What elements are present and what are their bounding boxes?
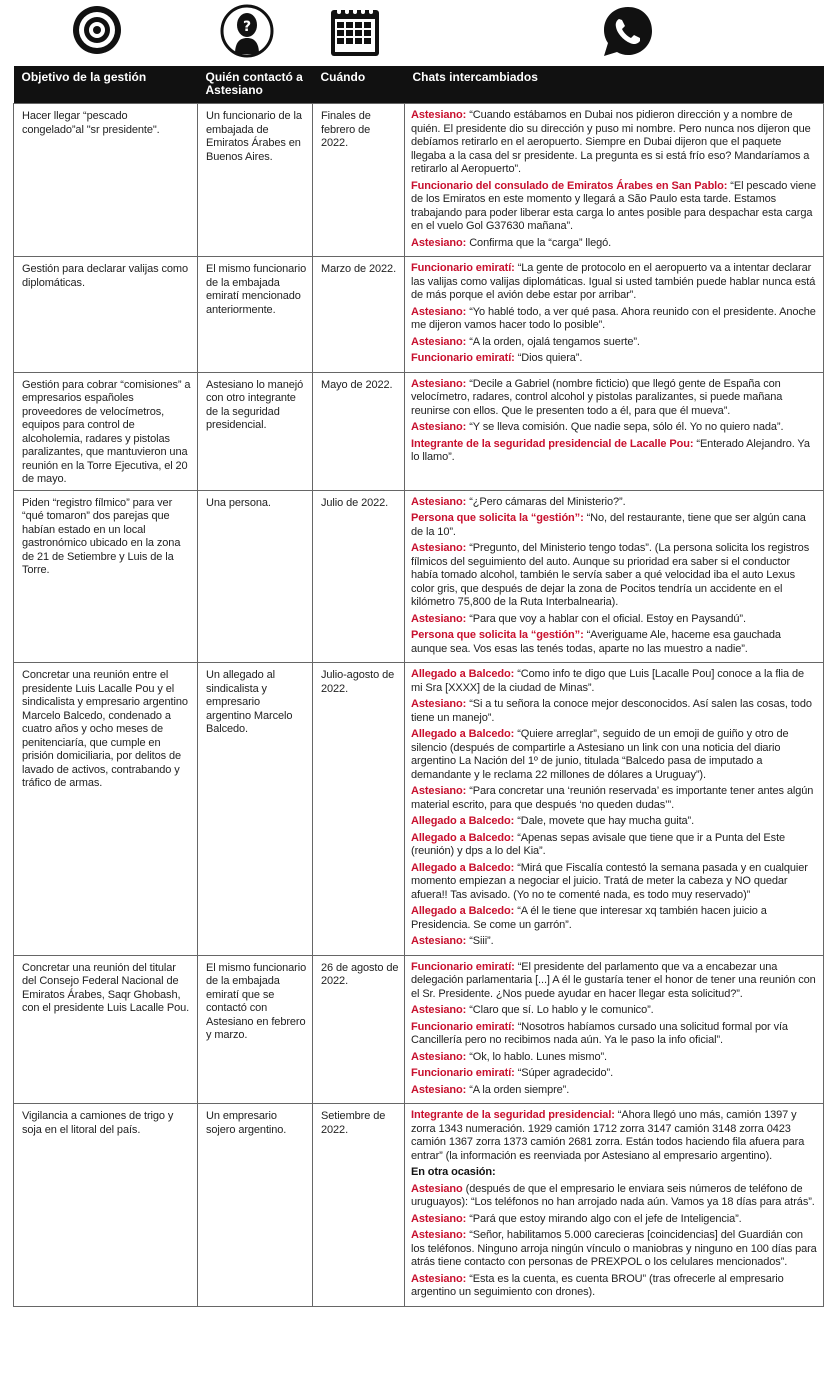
chat-speaker: Astesiano: xyxy=(411,305,467,318)
chat-text: “Pregunto, del Ministerio tengo todas”. (La persona solicita los registros fílmicos del seguimiento del auto. Aunque su prioridad era saber si el conductor había tomado alcohol, también le servía saber a qué velocidad iba el auto Lexus color gris, que después de dejar la zona de Pocitos tendría un accidente en el kilómetro 75,800 de la Ruta Interbalnearia). xyxy=(411,542,810,608)
chat-message xyxy=(411,785,818,812)
chat-text: “Ahora llegó uno más, camión 1397 y zorra 1343 numeración. 1929 camión 1712 zorra 3147 camión 3148 zorra 0423 camión 1367 zorra 1373 camión 2681 zorra. Están todos haciendo fila afuera para entrar” (la información es reenviada por Astesiano al empresario argentino). xyxy=(411,1109,805,1162)
cell-objetivo: Vigilancia a camiones de trigo y soja en el litoral del país. xyxy=(14,1104,198,1307)
chat-speaker: Funcionario emiratí: xyxy=(411,262,515,274)
chat-text: Confirma que la “carga” llegó. xyxy=(466,236,612,249)
chat-speaker: Integrante de la seguridad presidencial de Lacalle Pou: xyxy=(411,437,694,450)
chat-speaker: Astesiano: xyxy=(411,1272,467,1285)
table-row xyxy=(14,372,824,490)
chat-speaker: Astesiano: xyxy=(411,109,467,121)
chat-message xyxy=(411,542,818,610)
chat-text: “Quiere arreglar”, seguido de un emoji de guiño y otro de silencio (después de compartirle a Astesiano un link con una noticia del diario argentino La Nación del 1º de junio, titulada “Balcedo pasa de imputado a demandante y le reclama 22 millones de dólares a Uruguay”). xyxy=(411,728,789,781)
chat-text: “Siii”. xyxy=(466,935,494,947)
cell-objetivo: Gestión para declarar valijas como diplomáticas. xyxy=(14,257,198,373)
chat-text: “Cuando estábamos en Dubai nos pidieron dirección y a nombre de quién. El presidente dio su dirección y puso mi nombre. Pero nunca nos dijeron que debíamos retirarlo en el aeropuerto. Siempre en Dubai dijeron que el paquete llegaba a la casa del sr presidente. La pregunta es si está frío eso? Mandaríamos a retirarlo al Aeropuerto”. xyxy=(411,109,811,175)
header-quien: Quién contactó a Astesiano xyxy=(198,66,313,104)
chat-speaker: Funcionario del consulado de Emiratos Árabes en San Pablo: xyxy=(411,179,728,192)
cell-chats xyxy=(405,663,824,956)
chat-message xyxy=(411,1213,818,1227)
chat-speaker: Astesiano: xyxy=(411,1050,467,1063)
chat-text: “La gente de protocolo en el aeropuerto va a intentar declarar las valijas como valijas diplomáticas. Igual si usted también puede hablar nunca está de más porque el avión debe estar por arribar”. xyxy=(411,262,816,301)
chat-text: “Averiguame Ale, haceme esa gauchada aunque sea. Vos esas las tenés todas, aparte no las muestro a nadie”. xyxy=(411,629,781,655)
chat-message xyxy=(411,109,818,177)
gestiones-table xyxy=(13,66,824,1307)
chat-message xyxy=(411,496,818,510)
cell-quien: El mismo funcionario de la embajada emiratí que se contactó con Astesiano en febrero y marzo. xyxy=(198,955,313,1104)
chat-message xyxy=(411,1021,818,1048)
chat-message xyxy=(411,728,818,782)
chat-text: “A la orden, ojalá tengamos suerte”. xyxy=(466,335,640,348)
chat-speaker: Astesiano: xyxy=(411,612,467,625)
chat-message xyxy=(411,1183,818,1210)
chat-text: “El presidente del parlamento que va a encabezar una delegación parlamentaria [...] A él le gustaría tener el honor de tener una reunión con el Sr. Presidente. ¿Nos puede ayudar en hacer llegar esta solicitud?”. xyxy=(411,960,816,1000)
chat-message xyxy=(411,1109,818,1163)
chat-speaker: Funcionario emiratí: xyxy=(411,960,515,973)
chat-speaker: Astesiano: xyxy=(411,495,467,508)
chat-message xyxy=(411,180,818,234)
chat-message xyxy=(411,1084,818,1098)
chat-speaker: Allegado a Balcedo: xyxy=(411,668,515,680)
chat-text: “Apenas sepas avisale que tiene que ir a Punta del Este (reunión) y dps a lo del Kia”. xyxy=(411,831,786,857)
cell-cuando: 26 de agosto de 2022. xyxy=(313,955,405,1104)
cell-objetivo: Concretar una reunión entre el presidente Luis Lacalle Pou y el sindicalista y empresario argentino Marcelo Balcedo, condenado a cuatro años y ocho meses de penitenciaría, que cumple en prisión domiciliaria, por delitos de lavado de activos, contrabando y tráfico de armas. xyxy=(14,663,198,956)
target-icon xyxy=(71,4,123,56)
chat-message xyxy=(411,438,818,465)
chat-message xyxy=(411,237,818,251)
chat-text: “Señor, habilitamos 5.000 carecieras [coincidencias] del Guardián con los teléfonos. Ninguno arroja ningún vínculo o maniobras y ninguno en 100 días para atrás tiene contacto con personas de PREXPOL o los celulares mencionados”. xyxy=(411,1229,817,1268)
cell-chats xyxy=(405,372,824,490)
chat-text: “Y se lleva comisión. Que nadie sepa, sólo él. Yo no quiero nada”. xyxy=(466,421,784,433)
chat-text: “Como info te digo que Luis [Lacalle Pou] conoce a la flia de mi Sra [XXXX] de la ciudad de Minas”. xyxy=(411,668,804,694)
chat-text: “Mirá que Fiscalía contestó la semana pasada y en cualquier momento empiezan a negociar el juicio. Tratá de meter la cabeza y NO quedar afuera!! Tas avisado. (Yo no te comenté nada, es todo muy reservado)” xyxy=(411,861,808,901)
chat-message xyxy=(411,1273,818,1300)
chat-text: “Decile a Gabriel (nombre ficticio) que llegó gente de España con velocímetro, radares, control alcohol y pistolas paralizantes, si puede mañana reunirse con ellos. Que le presenten todo a él, para que él mueva”. xyxy=(411,377,783,417)
chat-message xyxy=(411,935,818,949)
chat-message xyxy=(411,421,818,435)
chat-message xyxy=(411,698,818,725)
chat-text: “Yo hablé todo, a ver qué pasa. Ahora reunido con el presidente. Anoche me dijeron vamos hacer todo lo posible”. xyxy=(411,305,816,331)
chat-text: “Dios quiera”. xyxy=(514,352,583,364)
chat-message xyxy=(411,1067,818,1081)
chat-speaker: Allegado a Balcedo: xyxy=(411,831,515,844)
chat-message xyxy=(411,306,818,333)
cell-quien: El mismo funcionario de la embajada emiratí mencionado anteriormente. xyxy=(198,257,313,373)
chat-text: “Ok, lo hablo. Lunes mismo”. xyxy=(466,1050,608,1063)
chat-speaker: Funcionario emiratí: xyxy=(411,1020,515,1033)
table-header-row xyxy=(14,66,824,104)
chat-text: “Pará que estoy mirando algo con el jefe de Inteligencia”. xyxy=(466,1212,742,1225)
chat-text: “Enterado Alejandro. Ya lo llamo”. xyxy=(411,437,810,463)
cell-chats xyxy=(405,490,824,663)
cell-quien: Una persona. xyxy=(198,490,313,663)
header-objetivo: Objetivo de la gestión xyxy=(14,66,198,104)
chat-text: “Súper agradecido”. xyxy=(514,1067,614,1079)
chat-text: “Si a tu señora la conoce mejor desconocidos. Así salen las cosas, todo tiene un manejo”. xyxy=(411,698,812,724)
header-cuando: Cuándo xyxy=(313,66,405,104)
table-row xyxy=(14,955,824,1104)
icon-header xyxy=(0,0,833,66)
cell-cuando: Marzo de 2022. xyxy=(313,257,405,373)
chat-speaker: Allegado a Balcedo: xyxy=(411,905,515,917)
chat-text: “Nosotros habíamos cursado una solicitud formal por vía Cancillería pero no recibimos nada aún. Ya le paso la info oficial”. xyxy=(411,1020,788,1046)
chat-speaker: Astesiano: xyxy=(411,935,467,947)
chat-speaker: Astesiano: xyxy=(411,698,467,710)
table-row xyxy=(14,1104,824,1307)
cell-chats xyxy=(405,104,824,257)
chat-message xyxy=(411,1051,818,1065)
chat-message xyxy=(411,512,818,539)
chat-text: “Claro que sí. Lo hablo y le comunico”. xyxy=(466,1004,654,1016)
table-row xyxy=(14,490,824,663)
chat-speaker: Allegado a Balcedo: xyxy=(411,815,515,827)
chat-message xyxy=(411,262,818,303)
chat-text: “El pescado viene de los Emiratos en este momento y llegará a São Paulo esta tarde. Estamos trabajando para poder liberar esta carga lo antes posible para despachar esta carga en el vuelo Gol G37630 mañana”. xyxy=(411,179,817,232)
chat-message xyxy=(411,832,818,859)
chat-text: (después de que el empresario le enviara seis números de teléfono de uruguayos): “Los teléfonos no han arrojado nada aún. Vamos ya 18 días para atrás”. xyxy=(411,1182,815,1208)
cell-objetivo: Piden “registro fílmico” para ver “qué tomaron” dos parejas que habían estado en un local gastronómico ubicado en la zona de 21 de Setiembre y Luis de la Torre. xyxy=(14,490,198,663)
chat-message xyxy=(411,352,818,366)
chat-speaker: Astesiano xyxy=(411,1182,463,1195)
chat-speaker: Astesiano: xyxy=(411,236,467,249)
svg-text:?: ? xyxy=(242,19,252,35)
cell-cuando: Julio de 2022. xyxy=(313,490,405,663)
chat-text: “A la orden siempre”. xyxy=(466,1083,570,1096)
chat-message xyxy=(411,668,818,695)
chat-text: “Esta es la cuenta, es cuenta BROU” (tras ofrecerle al empresario argentino un seguimiento con drones). xyxy=(411,1272,784,1298)
chat-speaker: Astesiano: xyxy=(411,1083,467,1096)
chat-text: “Dale, movete que hay mucha guita”. xyxy=(514,815,695,827)
cell-quien: Un empresario sojero argentino. xyxy=(198,1104,313,1307)
chat-text: “Para que voy a hablar con el oficial. Estoy en Paysandú”. xyxy=(466,612,746,625)
cell-objetivo: Gestión para cobrar “comisiones” a empresarios españoles proveedores de velocímetros, equipos para control de alcoholemia, radares y pistolas paralizantes, que mantuvieron una reunión en la Torre Ejecutiva, el 20 de mayo. xyxy=(14,372,198,490)
cell-cuando: Finales de febrero de 2022. xyxy=(313,104,405,257)
cell-quien: Astesiano lo manejó con otro integrante de la seguridad presidencial. xyxy=(198,372,313,490)
chat-speaker: Astesiano: xyxy=(411,785,467,797)
cell-cuando: Mayo de 2022. xyxy=(313,372,405,490)
table-row xyxy=(14,663,824,956)
chat-message xyxy=(411,629,818,656)
whatsapp-icon xyxy=(600,4,656,60)
chat-speaker: Astesiano: xyxy=(411,542,467,554)
cell-chats xyxy=(405,257,824,373)
chat-subheading: En otra ocasión: xyxy=(411,1166,496,1178)
cell-chats xyxy=(405,955,824,1104)
table-row xyxy=(14,257,824,373)
cell-cuando: Julio-agosto de 2022. xyxy=(313,663,405,956)
chat-message xyxy=(411,862,818,903)
cell-quien: Un funcionario de la embajada de Emiratos Árabes en Buenos Aires. xyxy=(198,104,313,257)
chat-text: “Para concretar una ‘reunión reservada’ es importante tener antes algún material escrito, para que después ‘no queden dudas’”. xyxy=(411,785,814,811)
cell-objetivo: Concretar una reunión del titular del Consejo Federal Nacional de Emiratos Árabes, Saqr Ghobash, con el presidente Luis Lacalle Pou. xyxy=(14,955,198,1104)
chat-speaker: Astesiano: xyxy=(411,335,467,348)
chat-message xyxy=(411,961,818,1002)
chat-message xyxy=(411,1229,818,1270)
chat-speaker: Astesiano: xyxy=(411,377,467,390)
chat-message xyxy=(411,613,818,627)
chat-text: “A él le tiene que interesar xq también hacen juicio a Presidencia. Se come un garrón”. xyxy=(411,905,767,931)
cell-quien: Un allegado al sindicalista y empresario argentino Marcelo Balcedo. xyxy=(198,663,313,956)
chat-text: “No, del restaurante, tiene que ser algún cana de la 10”. xyxy=(411,512,806,538)
chat-speaker: Astesiano: xyxy=(411,421,467,433)
chat-speaker: Persona que solicita la “gestión”: xyxy=(411,629,584,641)
header-chats: Chats intercambiados xyxy=(405,66,824,104)
chat-speaker: Allegado a Balcedo: xyxy=(411,728,515,740)
calendar-icon xyxy=(329,4,381,58)
chat-message xyxy=(411,815,818,829)
cell-chats xyxy=(405,1104,824,1307)
chat-message xyxy=(411,905,818,932)
chat-speaker: Persona que solicita la “gestión”: xyxy=(411,512,584,524)
chat-speaker: Astesiano: xyxy=(411,1004,467,1016)
chat-speaker: Astesiano: xyxy=(411,1229,467,1241)
cell-cuando: Setiembre de 2022. xyxy=(313,1104,405,1307)
cell-objetivo: Hacer llegar “pescado congelado”al "sr presidente". xyxy=(14,104,198,257)
chat-speaker: Funcionario emiratí: xyxy=(411,1067,515,1079)
question-person-icon xyxy=(220,4,274,58)
chat-message xyxy=(411,1004,818,1018)
chat-speaker: Funcionario emiratí: xyxy=(411,352,515,364)
chat-speaker: Integrante de la seguridad presidencial: xyxy=(411,1109,615,1121)
chat-text: “¿Pero cámaras del Ministerio?”. xyxy=(466,495,626,508)
chat-speaker: Astesiano: xyxy=(411,1212,467,1225)
chat-speaker: Allegado a Balcedo: xyxy=(411,861,515,874)
table-row xyxy=(14,104,824,257)
chat-message xyxy=(411,336,818,350)
chat-message xyxy=(411,378,818,419)
